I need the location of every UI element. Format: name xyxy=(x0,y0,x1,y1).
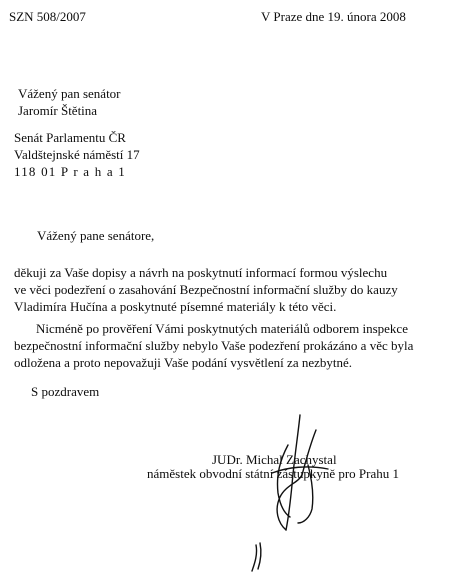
recipient-greeting: Vážený pan senátor xyxy=(18,86,121,101)
recipient-name: Jaromír Štětina xyxy=(18,103,98,118)
paragraph-1-line: Vladimíra Hučína a poskytnuté písemné materiály k této věci. xyxy=(14,299,337,314)
paragraph-2-line: Nicméně po prověření Vámi poskytnutých materiálů odborem inspekce xyxy=(36,321,408,336)
salutation: Vážený pane senátore, xyxy=(37,228,155,243)
reference-number: SZN 508/2007 xyxy=(9,9,86,24)
paragraph-2 xyxy=(14,321,413,372)
paragraph-1-line: děkuji za Vaše dopisy a návrh na poskytnutí informací formou výslechu xyxy=(14,265,388,280)
handwritten-signature xyxy=(228,405,348,575)
paragraph-2-line: bezpečnostní informační služby nebylo Vaše podezření prokázáno a věc byla xyxy=(14,338,414,353)
paragraph-1 xyxy=(14,265,398,316)
letter-date: V Praze dne 19. února 2008 xyxy=(261,9,406,24)
signatory-name: JUDr. Michal Zachystal xyxy=(212,452,337,467)
address-block xyxy=(14,130,140,181)
signatory-title: náměstek obvodní státní zástupkyně pro Prahu 1 xyxy=(147,466,400,481)
paragraph-2-line: odložena a proto nepovažuji Vaše podání vysvětlení za nezbytné. xyxy=(14,355,353,370)
paragraph-1-line: ve věci podezření o zasahování Bezpečnostní informační služby do kauzy xyxy=(14,282,398,297)
recipient-block xyxy=(18,86,121,120)
closing: S pozdravem xyxy=(31,384,100,399)
address-city: 118 01 P r a h a 1 xyxy=(14,164,126,179)
address-street: Valdštejnské náměstí 17 xyxy=(14,147,140,162)
address-institution: Senát Parlamentu ČR xyxy=(14,130,126,145)
